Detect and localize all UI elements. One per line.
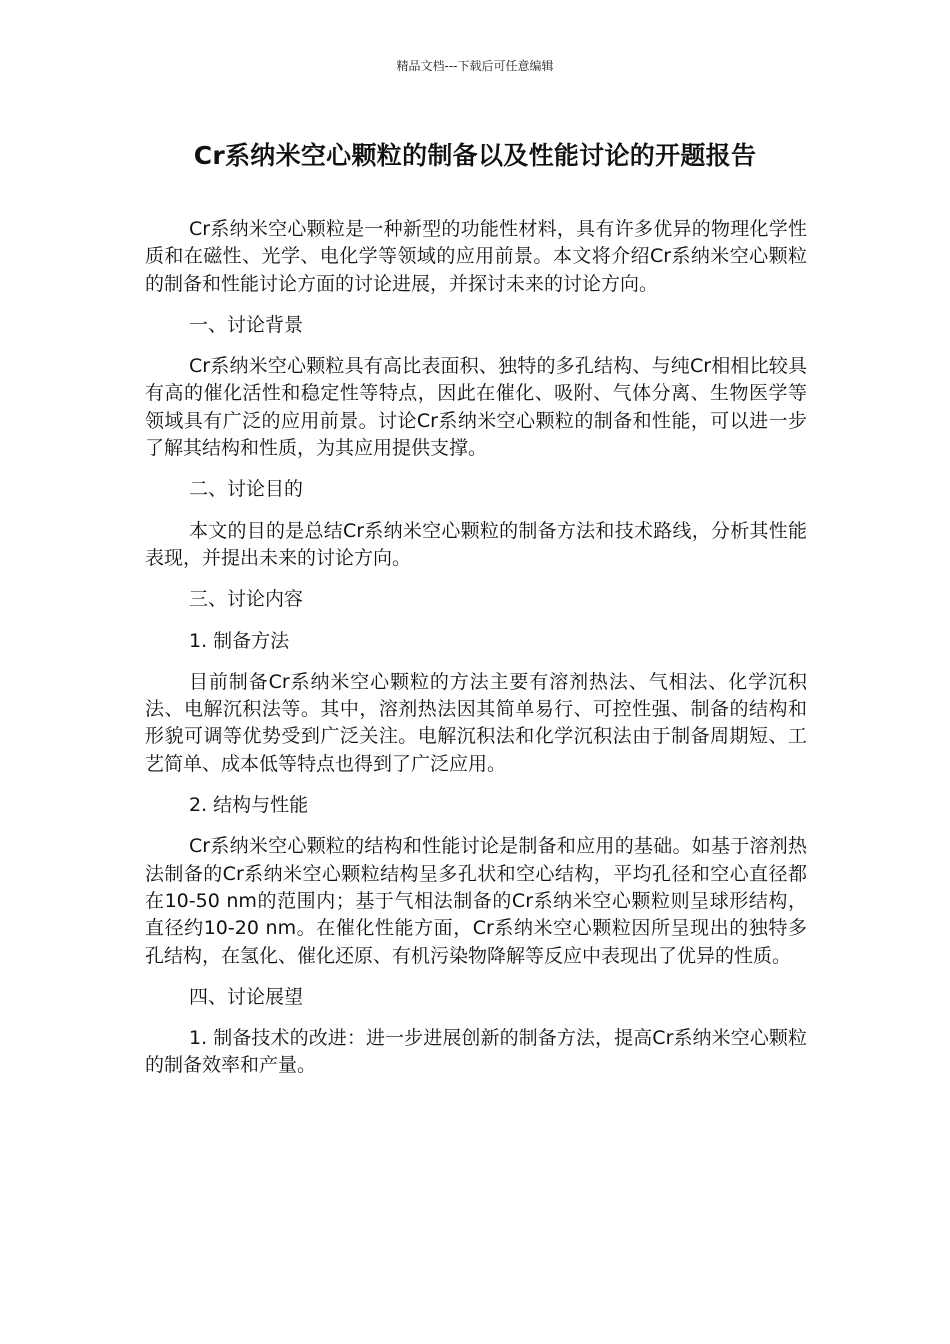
paragraph-purpose: 本文的目的是总结Cr系纳米空心颗粒的制备方法和技术路线，分析其性能表现，并提出未来的讨论方向。: [145, 519, 807, 569]
heading-purpose: 二、讨论目的: [189, 478, 304, 501]
heading-background: 一、讨论背景: [189, 313, 304, 336]
subheading-structure-performance: 2. 结构与性能: [189, 794, 309, 817]
paragraph-background: Cr系纳米空心颗粒具有高比表面积、独特的多孔结构、与纯Cr相相比较具有高的催化活性和稳定性等特点，因此在催化、吸附、气体分离、生物医学等领域具有广泛的应用前景。讨论Cr系纳米空心颗粒的制备和性能，可以进一步了解其结构和性质，为其应用提供支撑。: [145, 355, 807, 460]
heading-content: 三、讨论内容: [189, 588, 304, 611]
document-title: Cr系纳米空心颗粒的制备以及性能讨论的开题报告: [193, 141, 757, 170]
paragraph-intro: Cr系纳米空心颗粒是一种新型的功能性材料，具有许多优异的物理化学性质和在磁性、光学、电化学等领域的应用前景。本文将介绍Cr系纳米空心颗粒的制备和性能讨论方面的讨论进展，并探讨未来的讨论方向。: [145, 218, 807, 295]
document-body: [145, 216, 807, 1094]
subheading-preparation-method: 1. 制备方法: [189, 629, 290, 652]
paragraph-outlook-1: 1. 制备技术的改进：进一步进展创新的制备方法，提高Cr系纳米空心颗粒的制备效率和产量。: [145, 1027, 807, 1077]
paragraph-preparation-method: 目前制备Cr系纳米空心颗粒的方法主要有溶剂热法、气相法、化学沉积法、电解沉积法等。其中，溶剂热法因其简单易行、可控性强、制备的结构和形貌可调等优势受到广泛关注。电解沉积法和化学沉积法由于制备周期短、工艺简单、成本低等特点也得到了广泛应用。: [145, 670, 807, 775]
page-header-note: 精品文档---下载后可任意编辑: [396, 59, 554, 73]
heading-outlook: 四、讨论展望: [189, 985, 304, 1008]
paragraph-structure-performance: Cr系纳米空心颗粒的结构和性能讨论是制备和应用的基础。如基于溶剂热法制备的Cr系纳米空心颗粒结构呈多孔状和空心结构，平均孔径和空心直径都在10-50 nm的范围内；基于气相法制备的Cr系纳米空心颗粒则呈球形结构，直径约10-20 nm。在催化性能方面，Cr系纳米空心颗粒因所呈现出的独特多孔结构，在氢化、催化还原、有机污染物降解等反应中表现出了优异的性质。: [145, 835, 807, 967]
